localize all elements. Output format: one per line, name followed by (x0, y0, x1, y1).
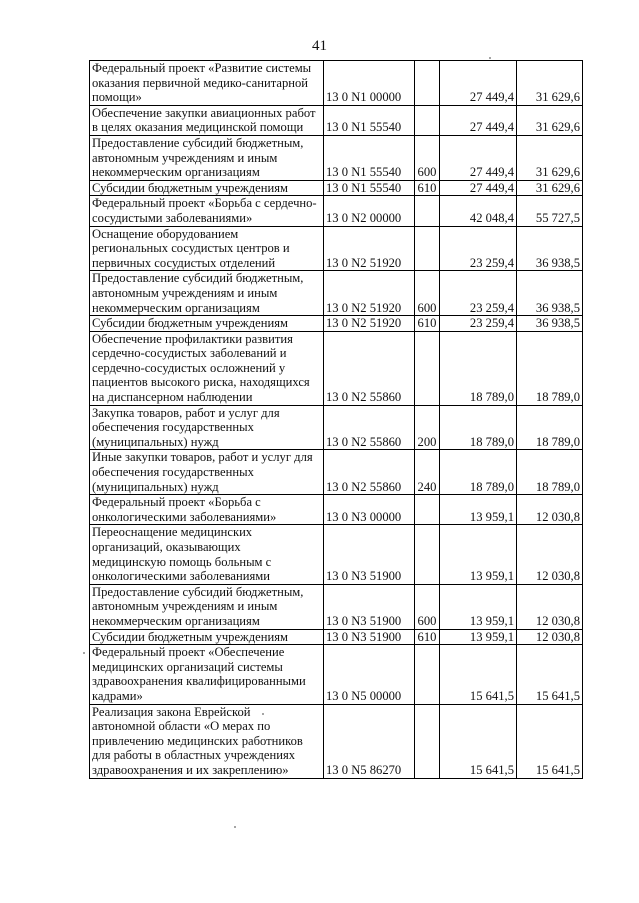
row-year1-amount-cell: 23 259,4 (440, 316, 517, 332)
row-year2-amount-cell: 31 629,6 (517, 61, 583, 106)
row-code-cell: 13 0 N3 00000 (324, 495, 415, 525)
row-code-cell: 13 0 N3 51900 (324, 629, 415, 645)
row-year1-amount-cell: 27 449,4 (440, 105, 517, 135)
row-expense-type-cell (415, 226, 440, 271)
table-row (90, 135, 583, 180)
scan-speck (234, 826, 236, 828)
row-expense-type-cell: 600 (415, 135, 440, 180)
row-name-cell: Обеспечение профилактики развития сердечно-сосудистых заболеваний и сердечно-сосудистых осложнений у пациентов высокого риска, находящихся на диспансерном наблюдении (90, 331, 324, 405)
row-name-cell: Предоставление субсидий бюджетным, автономным учреждениям и иным некоммерческим организациям (90, 271, 324, 316)
row-code-cell: 13 0 N5 00000 (324, 645, 415, 704)
row-year1-amount-cell: 23 259,4 (440, 271, 517, 316)
row-year1-amount-cell: 13 959,1 (440, 584, 517, 629)
table-row (90, 495, 583, 525)
row-name-cell: Субсидии бюджетным учреждениям (90, 316, 324, 332)
table-row (90, 180, 583, 196)
row-expense-type-cell (415, 525, 440, 584)
budget-table-body (90, 61, 583, 779)
row-year2-amount-cell: 55 727,5 (517, 196, 583, 226)
row-year1-amount-cell: 18 789,0 (440, 405, 517, 450)
row-code-cell: 13 0 N3 51900 (324, 525, 415, 584)
row-year1-amount-cell: 42 048,4 (440, 196, 517, 226)
row-name-cell: Предоставление субсидий бюджетным, автономным учреждениям и иным некоммерческим организациям (90, 584, 324, 629)
row-year2-amount-cell: 15 641,5 (517, 645, 583, 704)
row-year1-amount-cell: 15 641,5 (440, 645, 517, 704)
row-year1-amount-cell: 18 789,0 (440, 331, 517, 405)
row-year1-amount-cell: 13 959,1 (440, 495, 517, 525)
row-year1-amount-cell: 27 449,4 (440, 180, 517, 196)
table-row (90, 704, 583, 778)
budget-table (89, 60, 583, 779)
row-expense-type-cell: 600 (415, 271, 440, 316)
row-year2-amount-cell: 36 938,5 (517, 271, 583, 316)
row-code-cell: 13 0 N1 55540 (324, 135, 415, 180)
table-row (90, 196, 583, 226)
row-name-cell: Переоснащение медицинских организаций, оказывающих медицинскую помощь больным с онкологическими заболеваниями (90, 525, 324, 584)
row-year2-amount-cell: 12 030,8 (517, 525, 583, 584)
row-year1-amount-cell: 15 641,5 (440, 704, 517, 778)
row-expense-type-cell (415, 61, 440, 106)
row-year1-amount-cell: 23 259,4 (440, 226, 517, 271)
row-name-cell: Предоставление субсидий бюджетным, автономным учреждениям и иным некоммерческим организациям (90, 135, 324, 180)
row-year1-amount-cell: 13 959,1 (440, 629, 517, 645)
row-code-cell: 13 0 N3 51900 (324, 584, 415, 629)
row-code-cell: 13 0 N2 51920 (324, 226, 415, 271)
row-year2-amount-cell: 12 030,8 (517, 629, 583, 645)
row-code-cell: 13 0 N2 55860 (324, 450, 415, 495)
table-row (90, 584, 583, 629)
row-expense-type-cell (415, 495, 440, 525)
row-code-cell: 13 0 N2 55860 (324, 331, 415, 405)
row-name-cell: Обеспечение закупки авиационных работ в целях оказания медицинской помощи (90, 105, 324, 135)
row-expense-type-cell: 600 (415, 584, 440, 629)
row-code-cell: 13 0 N5 86270 (324, 704, 415, 778)
scan-speck (489, 57, 491, 59)
row-expense-type-cell: 610 (415, 316, 440, 332)
row-code-cell: 13 0 N2 00000 (324, 196, 415, 226)
table-row (90, 645, 583, 704)
row-year2-amount-cell: 18 789,0 (517, 405, 583, 450)
table-row (90, 105, 583, 135)
row-name-cell: Федеральный проект «Борьба с онкологическими заболеваниями» (90, 495, 324, 525)
row-expense-type-cell: 610 (415, 629, 440, 645)
table-row (90, 450, 583, 495)
row-expense-type-cell: 610 (415, 180, 440, 196)
table-row (90, 405, 583, 450)
table-row (90, 629, 583, 645)
row-expense-type-cell (415, 645, 440, 704)
row-name-cell: Оснащение оборудованием региональных сосудистых центров и первичных сосудистых отделений (90, 226, 324, 271)
row-year2-amount-cell: 12 030,8 (517, 495, 583, 525)
row-code-cell: 13 0 N1 55540 (324, 105, 415, 135)
row-name-cell: Федеральный проект «Обеспечение медицинских организаций системы здравоохранения квалифицированными кадрами» (90, 645, 324, 704)
table-row (90, 331, 583, 405)
row-expense-type-cell: 240 (415, 450, 440, 495)
row-year2-amount-cell: 15 641,5 (517, 704, 583, 778)
table-row (90, 525, 583, 584)
table-row (90, 61, 583, 106)
row-name-cell: Федеральный проект «Борьба с сердечно- сосудистыми заболеваниями» (90, 196, 324, 226)
row-code-cell: 13 0 N2 51920 (324, 316, 415, 332)
row-year1-amount-cell: 13 959,1 (440, 525, 517, 584)
row-year2-amount-cell: 31 629,6 (517, 105, 583, 135)
row-expense-type-cell: 200 (415, 405, 440, 450)
table-row (90, 226, 583, 271)
row-name-cell: Реализация закона Еврейской автономной области «О мерах по привлечению медицинских работников для работы в областных учреждениях здравоохранения и их закреплению» (90, 704, 324, 778)
row-code-cell: 13 0 N1 55540 (324, 180, 415, 196)
row-year2-amount-cell: 31 629,6 (517, 180, 583, 196)
page-number: 41 (312, 38, 327, 54)
row-name-cell: Федеральный проект «Развитие системы оказания первичной медико-санитарной помощи» (90, 61, 324, 106)
row-year2-amount-cell: 18 789,0 (517, 450, 583, 495)
scan-speck (83, 652, 85, 654)
row-year1-amount-cell: 27 449,4 (440, 61, 517, 106)
table-row (90, 316, 583, 332)
row-code-cell: 13 0 N1 00000 (324, 61, 415, 106)
row-expense-type-cell (415, 704, 440, 778)
table-row (90, 271, 583, 316)
scan-speck (262, 713, 264, 715)
row-name-cell: Субсидии бюджетным учреждениям (90, 629, 324, 645)
row-year2-amount-cell: 18 789,0 (517, 331, 583, 405)
row-year2-amount-cell: 36 938,5 (517, 226, 583, 271)
row-code-cell: 13 0 N2 51920 (324, 271, 415, 316)
row-year2-amount-cell: 36 938,5 (517, 316, 583, 332)
row-name-cell: Закупка товаров, работ и услуг для обеспечения государственных (муниципальных) нужд (90, 405, 324, 450)
row-year1-amount-cell: 27 449,4 (440, 135, 517, 180)
row-expense-type-cell (415, 196, 440, 226)
row-year1-amount-cell: 18 789,0 (440, 450, 517, 495)
row-name-cell: Иные закупки товаров, работ и услуг для обеспечения государственных (муниципальных) нужд (90, 450, 324, 495)
row-code-cell: 13 0 N2 55860 (324, 405, 415, 450)
row-expense-type-cell (415, 105, 440, 135)
row-year2-amount-cell: 31 629,6 (517, 135, 583, 180)
row-year2-amount-cell: 12 030,8 (517, 584, 583, 629)
row-name-cell: Субсидии бюджетным учреждениям (90, 180, 324, 196)
row-expense-type-cell (415, 331, 440, 405)
